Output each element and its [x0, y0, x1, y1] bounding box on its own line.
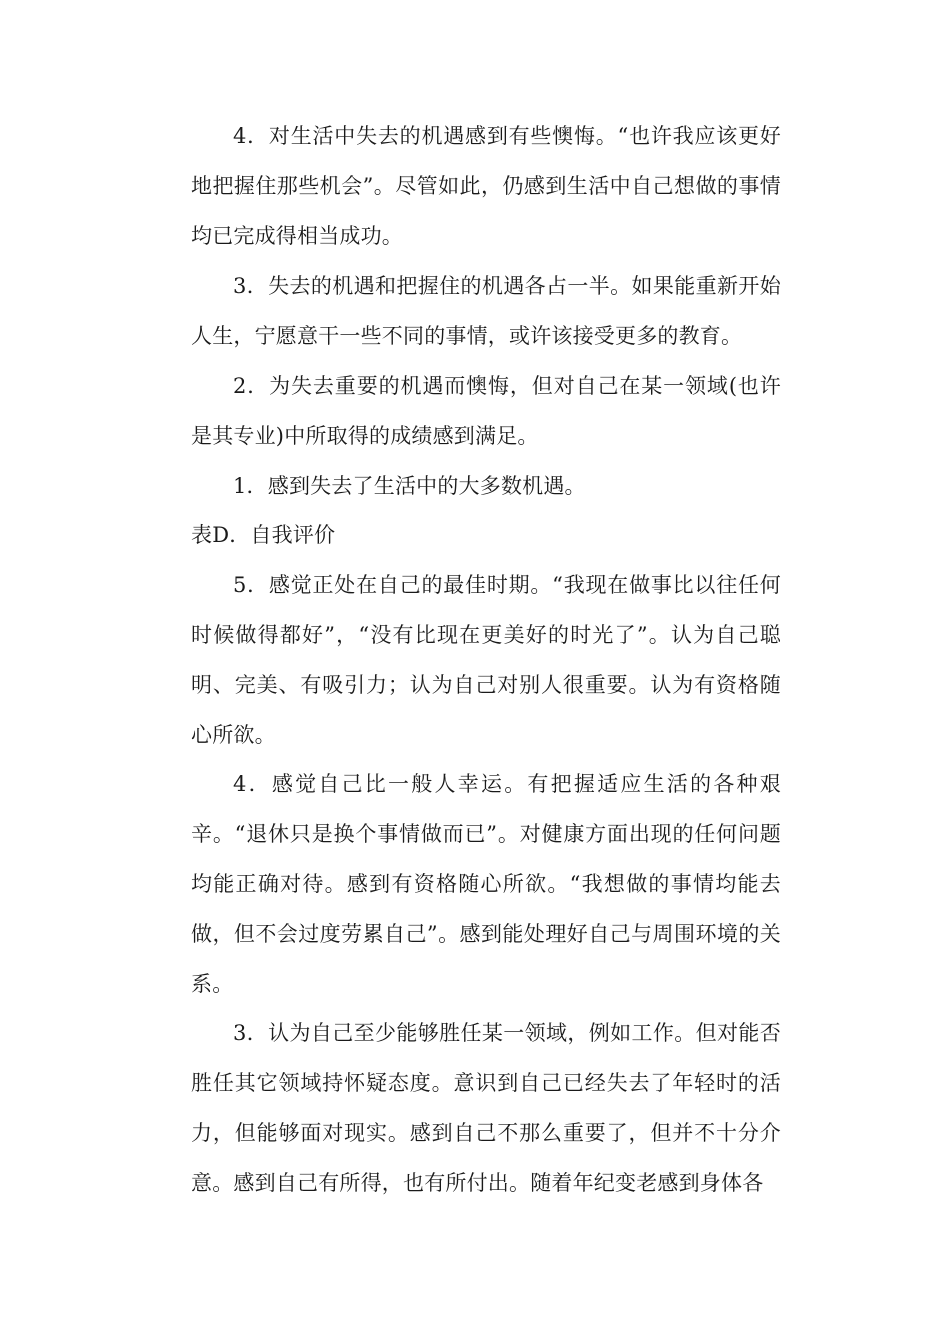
paragraph-regret-3: 3．失去的机遇和把握住的机遇各占一半。如果能重新开始人生，宁愿意干一些不同的事情，或许该接受更多的教育。: [191, 274, 781, 348]
paragraph-regret-2: 2．为失去重要的机遇而懊悔，但对自己在某一领域(也许是其专业)中所取得的成绩感到满足。: [191, 374, 781, 448]
paragraph-regret-4: 4．对生活中失去的机遇感到有些懊悔。“也许我应该更好地把握住那些机会”。尽管如此，仍感到生活中自己想做的事情均已完成得相当成功。: [191, 124, 781, 248]
paragraph-regret-1: 1．感到失去了生活中的大多数机遇。: [233, 474, 586, 498]
paragraph-self-5: 5．感觉正处在自己的最佳时期。“我现在做事比以往任何时候做得都好”，“没有比现在更美好的时光了”。认为自己聪明、完美、有吸引力；认为自己对别人很重要。认为有资格随心所欲。: [191, 573, 781, 747]
paragraph-self-4: 4．感觉自己比一般人幸运。有把握适应生活的各种艰辛。“退休只是换个事情做而已”。对健康方面出现的任何问题均能正确对待。感到有资格随心所欲。“我想做的事情均能去做，但不会过度劳累自己”。感到能处理好自己与周围环境的关系。: [191, 772, 781, 996]
paragraph-self-3: 3．认为自己至少能够胜任某一领域，例如工作。但对能否胜任其它领域持怀疑态度。意识到自己已经失去了年轻时的活力，但能够面对现实。感到自己不那么重要了，但并不十分介意。感到自己有所得，也有所付出。随着年纪变老感到身体各: [191, 1021, 781, 1195]
section-heading-self-evaluation: 表D．自我评价: [191, 523, 336, 547]
